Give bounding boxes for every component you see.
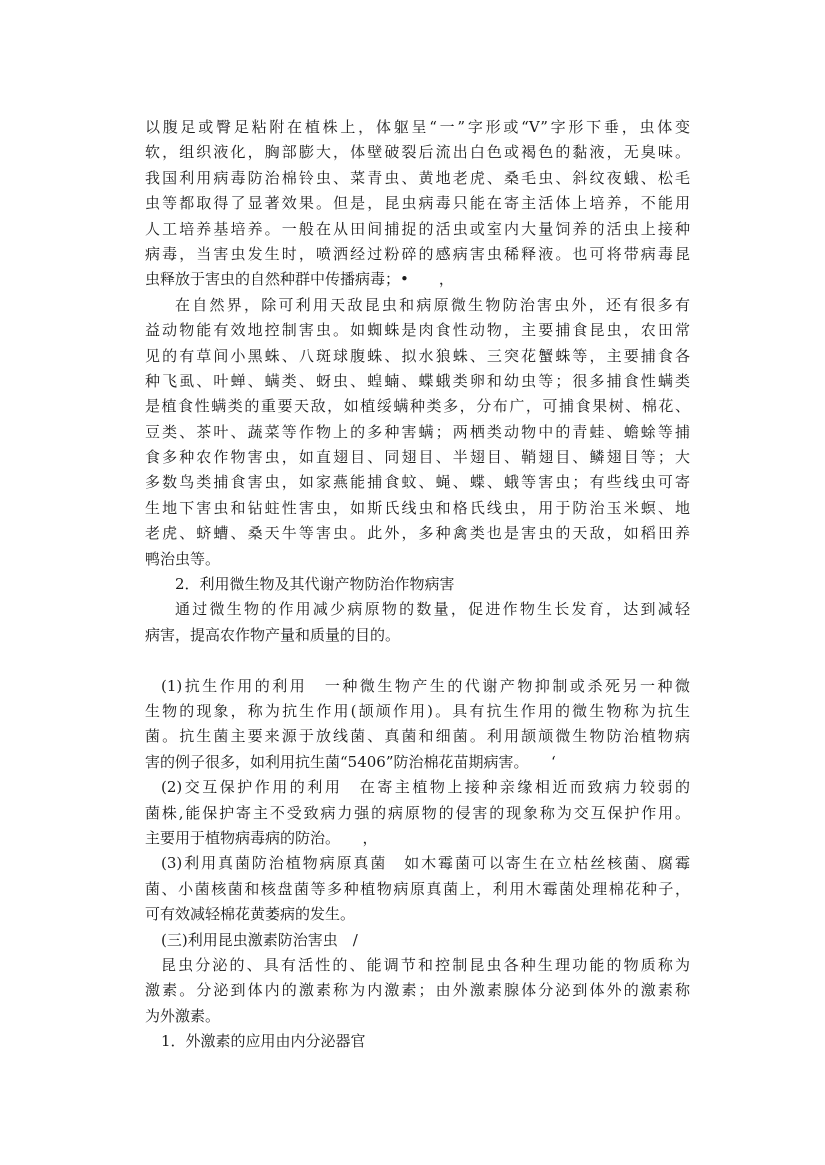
text-line: 食多种农作物害虫，如直翅目、同翅目、半翅目、鞘翅目、鳞翅目等；大 [145,448,690,467]
text-line: (2)交互保护作用的利用 在寄主植物上接种亲缘相近而致病力较弱的 [161,778,690,797]
blank-line [145,648,690,673]
text-line: 激素。分泌到体内的激素称为内激素；由外激素腺体分泌到体外的激素称 [145,981,690,1000]
text-line: 病毒，当害虫发生时，喷洒经过粉碎的感病害虫稀释液。也可将带病毒昆 [145,244,690,263]
text-line: (三)利用昆虫激素防治害虫 / [161,930,358,949]
text-line: 为外激素。 [145,1006,221,1025]
text-line: 我国利用病毒防治棉铃虫、菜青虫、黄地老虎、桑毛虫、斜纹夜蛾、松毛 [145,168,690,187]
text-line: 多数鸟类捕食害虫，如家燕能捕食蚊、蝇、蝶、蛾等害虫；有些线虫可寄 [145,473,690,492]
text-line: 生地下害虫和钻蛀性害虫，如斯氏线虫和格氏线虫，用于防治玉米螟、地 [145,498,690,517]
text-line: 昆虫分泌的、具有活性的、能调节和控制昆虫各种生理功能的物质称为 [161,955,690,974]
text-line: 害的例子很多，如利用抗生菌“5406”防治棉花苗期病害。 ‘ [145,752,556,771]
text-line: 人工培养基培养。一般在从田间捕捉的活虫或室内大量饲养的活虫上接种 [145,219,690,238]
text-line: 虫释放于害虫的自然种群中传播病毒；• ， [145,270,454,289]
text-line: 是植食性螨类的重要天敌，如植绥螨种类多，分布广，可捕食果树、棉花、 [145,397,690,416]
text-line: 以腹足或臀足粘附在植株上，体躯呈“一”字形或“V”字形下垂，虫体变 [145,118,690,136]
text-line: 种飞虱、叶蝉、螨类、蚜虫、蝗蝻、蝶蛾类卵和幼虫等；很多捕食性螨类 [145,371,690,390]
text-line: 菌株,能保护寄主不受致病力强的病原物的侵害的现象称为交互保护作用。 [145,803,690,822]
text-line: 菌、小菌核菌和核盘菌等多种植物病原真菌上，利用木霉菌处理棉花种子， [145,879,690,898]
text-line: 1．外激素的应用由内分泌器官 [161,1032,366,1051]
text-line: 2．利用微生物及其代谢产物防治作物病害 [175,575,455,594]
text-line: 鸭治虫等。 [145,549,221,568]
text-line: 软，组织液化，胸部膨大，体壁破裂后流出白色或褐色的黏液，无臭味。 [145,143,690,162]
text-line: 菌。抗生菌主要来源于放线菌、真菌和细菌。利用颉颃微生物防治植物病 [145,727,690,746]
text-line: 见的有草间小黑蛛、八斑球腹蛛、拟水狼蛛、三突花蟹蛛等，主要捕食各 [145,346,690,365]
text-line: 病害，提高农作物产量和质量的目的。 [145,625,401,644]
text-line: 主要用于植物病毒病的防治。 ， [145,828,378,847]
text-line: 生物的现象，称为抗生作用(颉颃作用)。具有抗生作用的微生物称为抗生 [145,701,690,720]
text-line: 老虎、蛴螬、桑天牛等害虫。此外，多种禽类也是害虫的天敌，如稻田养 [145,524,690,543]
text-line: 虫等都取得了显著效果。但是，昆虫病毒只能在寄主活体上培养，不能用 [145,194,690,213]
text-line: 在自然界，除可利用天敌昆虫和病原微生物防治害虫外，还有很多有 [175,295,690,314]
body-text [145,115,690,1054]
text-line: 可有效减轻棉花黄萎病的发生。 [145,905,356,924]
text-line: 通过微生物的作用减少病原物的数量，促进作物生长发育，达到减轻 [175,600,690,619]
text-line: 益动物能有效地控制害虫。如蜘蛛是肉食性动物，主要捕食昆虫，农田常 [145,321,690,340]
text-line: (1)抗生作用的利用 一种微生物产生的代谢产物抑制或杀死另一种微 [161,676,690,695]
text-line: 豆类、茶叶、蔬菜等作物上的多种害螨；两栖类动物中的青蛙、蟾蜍等捕 [145,422,690,441]
text-line: (3)利用真菌防治植物病原真菌 如木霉菌可以寄生在立枯丝核菌、腐霉 [161,854,690,873]
